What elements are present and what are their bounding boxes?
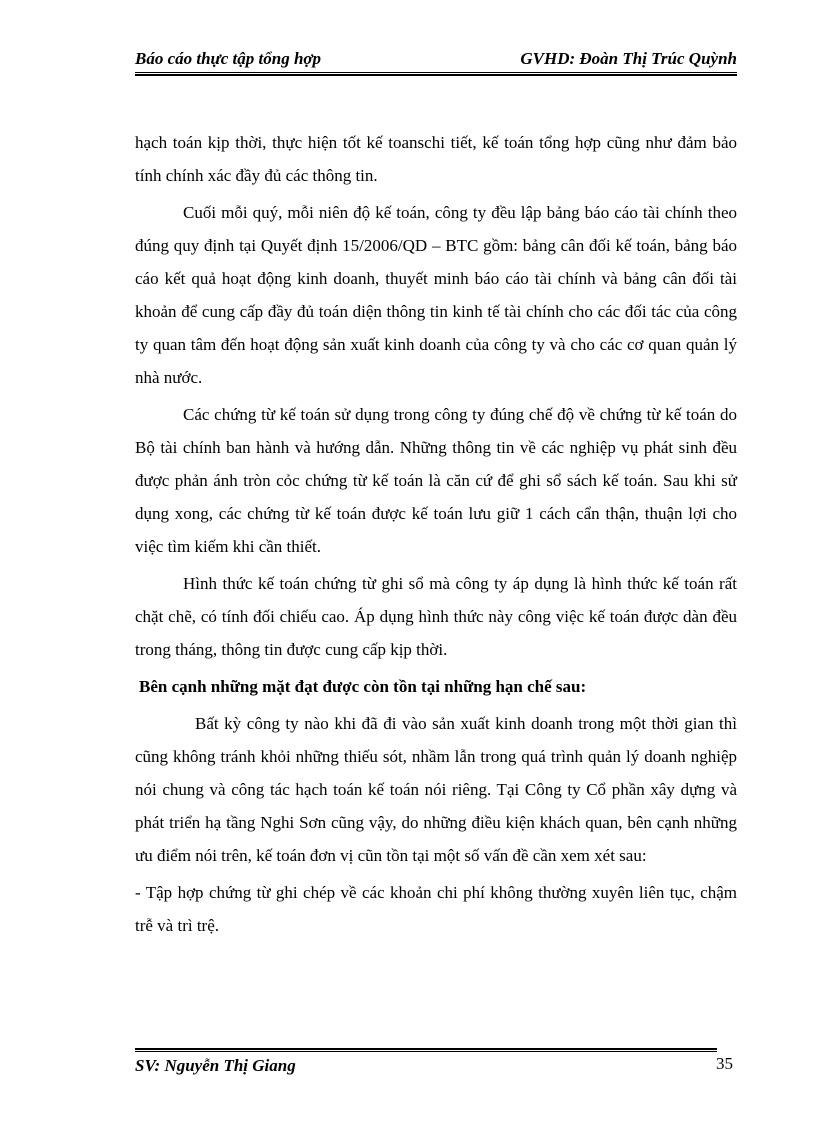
paragraph-financial-reports: Cuối mỗi quý, mỗi niên độ kế toán, công ty đều lập bảng báo cáo tài chính theo đúng quy định tại Quyết định 15/2006/QD – BTC gồm: bảng cân đối kế toán, bảng báo cáo kết quả hoạt động kinh doanh, thuyết minh báo cáo tài chính và bảng cân đối tài khoản để cung cấp đầy đủ toán diện thông tin kinh tế tài chính cho các đối tác của công ty quan tâm đến hoạt động sản xuất kinh doanh của công ty và cho các cơ quan quản lý nhà nước. bbox=[135, 203, 737, 387]
header-divider bbox=[135, 72, 737, 76]
paragraph-accounting-documents: Các chứng từ kế toán sử dụng trong công ty đúng chế độ về chứng từ kế toán do Bộ tài chính ban hành và hướng dẫn. Những thông tin về các nghiệp vụ phát sinh đều được phản ánh tròn cỏc chứng từ kế toán là căn cứ để ghi sổ sách kế toán. Sau khi sử dụng xong, các chứng từ kế toán được kế toán lưu giữ 1 cách cẩn thận, thuận lợi cho việc tìm kiếm khi cần thiết. bbox=[135, 405, 737, 556]
paragraph-bookkeeping-form: Hình thức kế toán chứng từ ghi sổ mà công ty áp dụng là hình thức kế toán rất chặt chẽ, có tính đối chiếu cao. Áp dụng hình thức này công việc kế toán được dàn đều trong tháng, thông tin được cung cấp kịp thời. bbox=[135, 574, 737, 659]
footer-divider bbox=[135, 1048, 717, 1052]
paragraph-limitations-intro: Bất kỳ công ty nào khi đã đi vào sản xuất kinh doanh trong một thời gian thì cũng không tránh khỏi những thiếu sót, nhầm lẫn trong quá trình quản lý doanh nghiệp nói chung và công tác hạch toán kế toán nói riêng. Tại Công ty Cổ phần xây dựng và phát triển hạ tầng Nghi Sơn cũng vậy, do những điều kiện khách quan, bên cạnh những ưu điểm nói trên, kế toán đơn vị cũn tồn tại một số vấn đề cần xem xét sau: bbox=[135, 714, 737, 865]
page-body bbox=[135, 126, 737, 946]
header-report-title: Báo cáo thực tập tổng hợp bbox=[135, 49, 322, 68]
footer-student-name: SV: Nguyễn Thị Giang bbox=[135, 1056, 296, 1075]
header-supervisor: GVHD: Đoàn Thị Trúc Quỳnh bbox=[520, 49, 737, 68]
paragraph-continuation: hạch toán kịp thời, thực hiện tốt kế toanschi tiết, kế toán tổng hợp cũng như đảm bảo tính chính xác đầy đủ các thông tin. bbox=[135, 133, 737, 185]
page-header bbox=[135, 46, 737, 72]
section-heading-limitations: Bên cạnh những mặt đạt được còn tồn tại những hạn chế sau: bbox=[139, 677, 587, 696]
paragraph-limitation-item: - Tập hợp chứng từ ghi chép về các khoản chi phí không thường xuyên liên tục, chậm trễ và trì trệ. bbox=[135, 883, 737, 935]
page-number: 35 bbox=[716, 1054, 733, 1073]
